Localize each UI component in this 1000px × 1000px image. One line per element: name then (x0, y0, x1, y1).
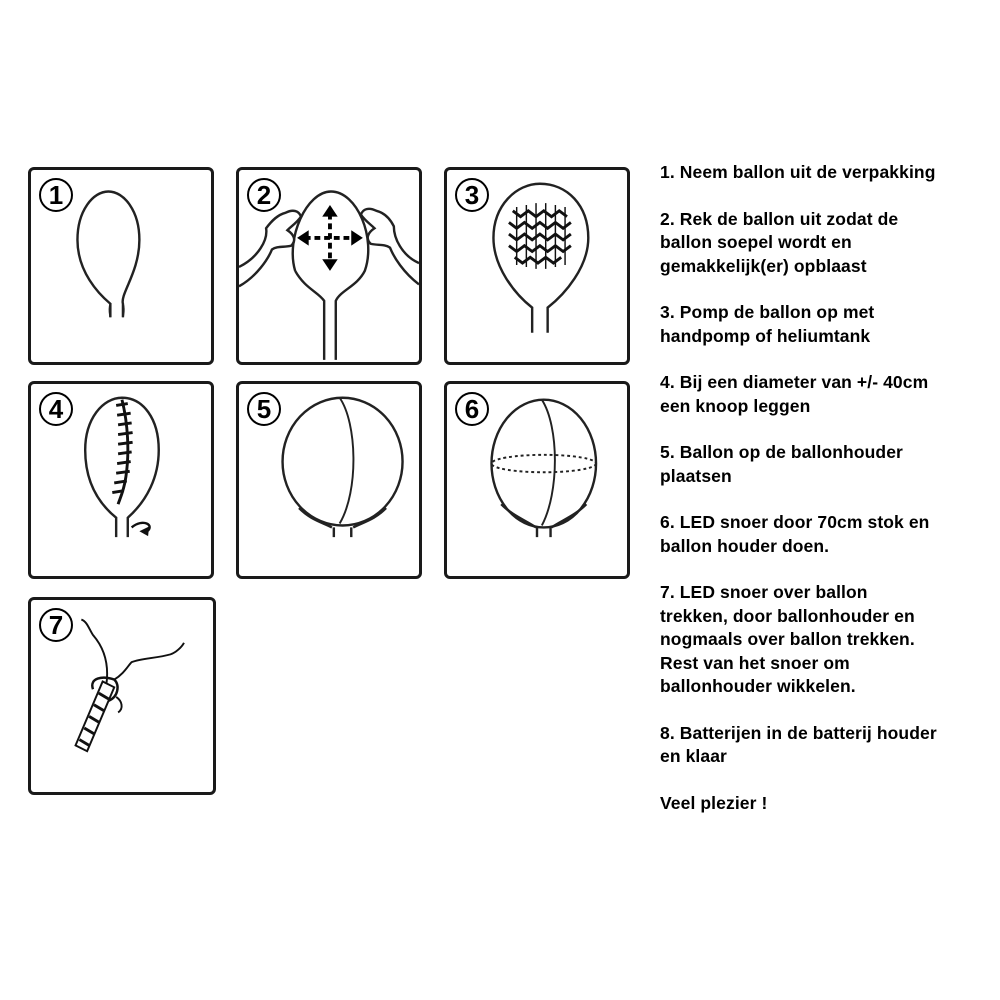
step-number-badge: 5 (247, 392, 281, 426)
step-panel-5 (236, 381, 422, 579)
step-panel-3 (444, 167, 630, 365)
step-panel-2 (236, 167, 422, 365)
instruction-step-4: 4. Bij een diameter van +/- 40cm een knoop leggen (660, 372, 929, 416)
step-number-badge: 3 (455, 178, 489, 212)
instruction-step-1: 1. Neem ballon uit de verpakking (660, 162, 936, 182)
instruction-step-8: 8. Batterijen in de batterij houder en klaar (660, 722, 937, 766)
step-number-badge: 4 (39, 392, 73, 426)
step-panel-6 (444, 381, 630, 579)
step-number-badge: 7 (39, 608, 73, 642)
instruction-step-7: 7. LED snoer over ballon trekken, door ballonhouder en nogmaals over ballon trekken. Rest van het snoer om ballonhouder wikkelen. (660, 582, 915, 696)
step-number-badge: 2 (247, 178, 281, 212)
step-number-badge: 1 (39, 178, 73, 212)
step-panel-1 (28, 167, 214, 365)
step-number-badge: 6 (455, 392, 489, 426)
instruction-step-3: 3. Pomp de ballon op met handpomp of heliumtank (660, 302, 875, 346)
instruction-step-5: 5. Ballon op de ballonhouder plaatsen (660, 442, 903, 486)
closing-message: Veel plezier ! (660, 792, 768, 813)
instructions-list (660, 161, 995, 838)
instruction-step-6: 6. LED snoer door 70cm stok en ballon houder doen. (660, 512, 930, 556)
step-panel-7 (28, 597, 216, 795)
instruction-step-2: 2. Rek de ballon uit zodat de ballon soepel wordt en gemakkelijk(er) opblaast (660, 208, 899, 276)
step-panel-4 (28, 381, 214, 579)
